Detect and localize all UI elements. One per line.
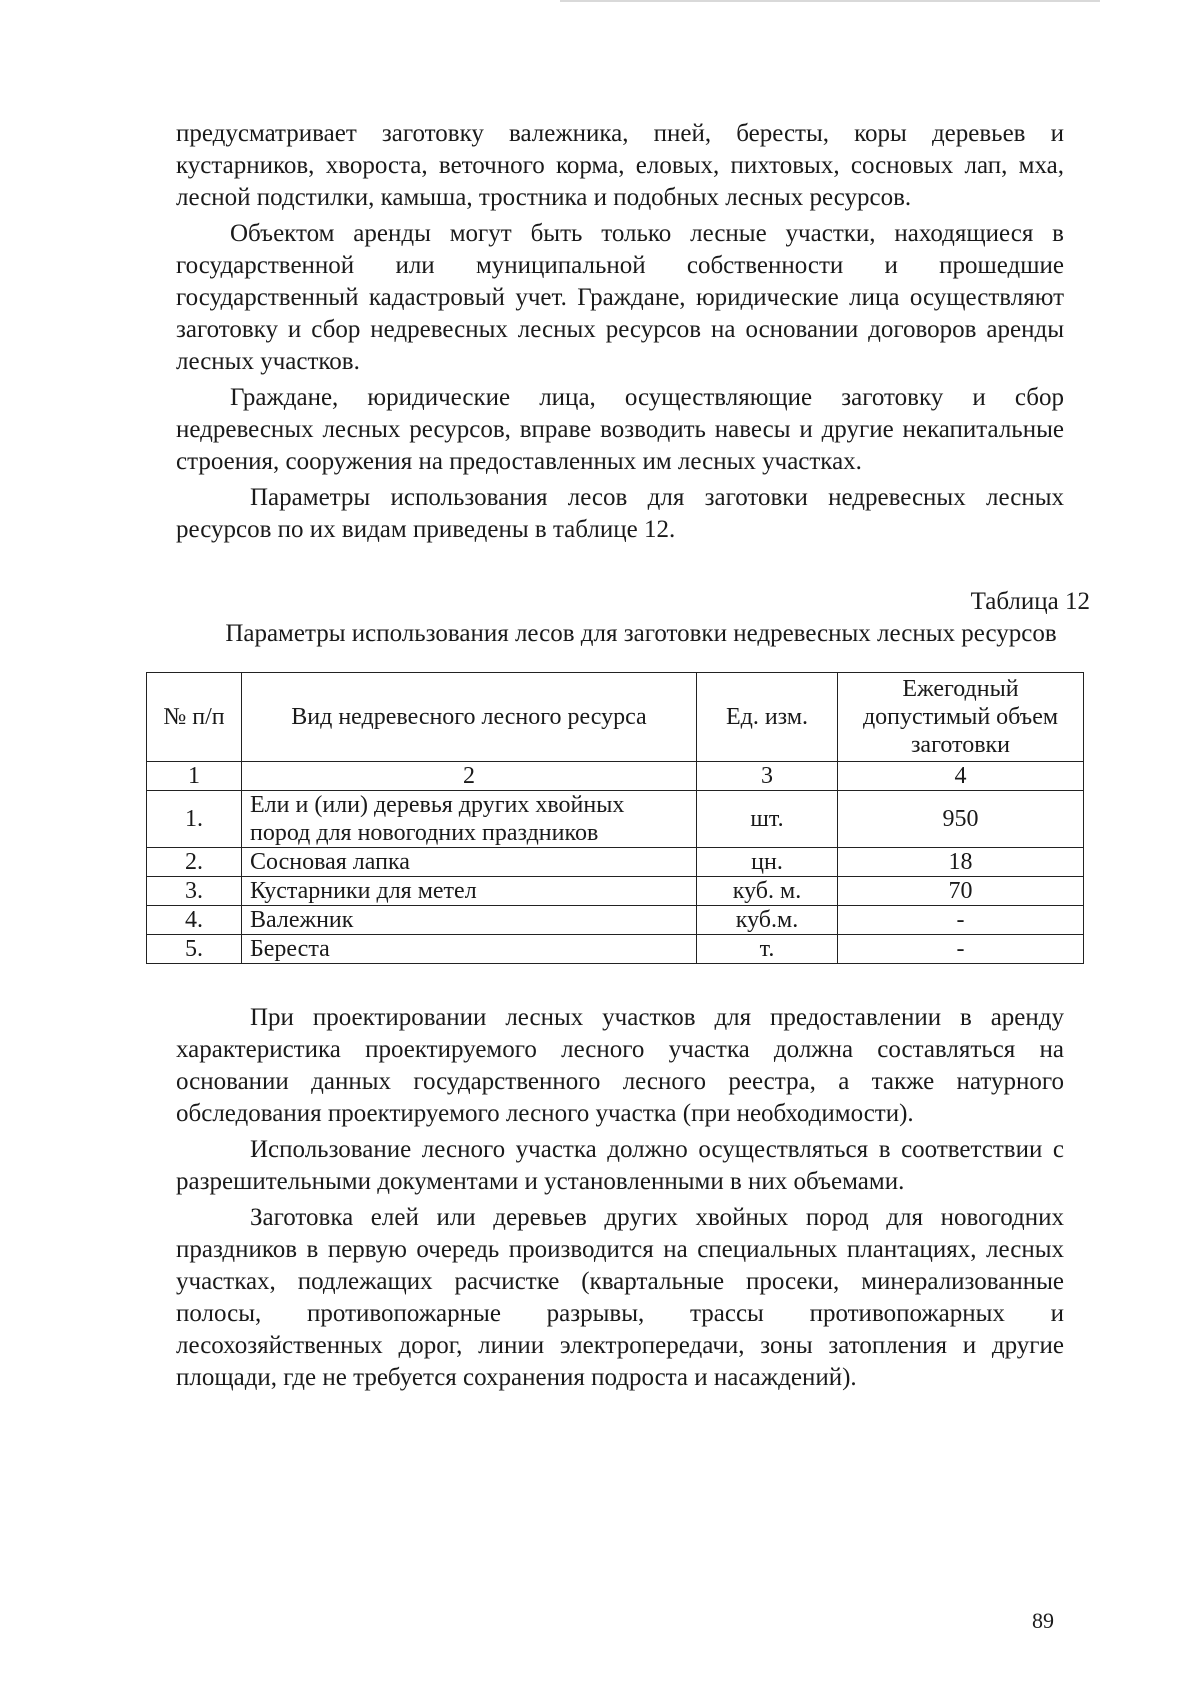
row-number: 1. (147, 791, 242, 848)
table-row (147, 935, 1084, 964)
row-resource-kind: Кустарники для метел (242, 877, 697, 906)
row-volume: - (838, 935, 1084, 964)
row-unit: куб.м. (697, 906, 838, 935)
table-row (147, 791, 1084, 848)
table-header-row (147, 673, 1084, 762)
row-number: 2. (147, 848, 242, 877)
table-container (146, 672, 1084, 964)
column-number: 3 (697, 762, 838, 791)
header-unit: Ед. изм. (697, 673, 838, 762)
paragraph-structures: Граждане, юридические лица, осуществляющие заготовку и сбор недревесных лесных ресурсов, вправе возводить навесы и другие некапитальные строения, сооружения на предоставленных им лесных участках. (176, 384, 1064, 475)
table-row (147, 877, 1084, 906)
row-unit: т. (697, 935, 838, 964)
row-unit: куб. м. (697, 877, 838, 906)
paragraph-table-reference: Параметры использования лесов для заготовки недревесных лесных ресурсов по их видам приведены в таблице 12. (176, 484, 1064, 543)
paragraph-harvesting: Заготовка елей или деревьев других хвойных пород для новогодних праздников в первую очередь производится на специальных плантациях, лесных участках, подлежащих расчистке (квартальные просеки, минерализованные полосы, противопожарные разрывы, трассы противопожарных и лесохозяйственных дорог, линии электропередачи, зоны затопления и другие площади, где не требуется сохранения подроста и насаждений). (176, 1204, 1064, 1391)
paragraph-usage: Использование лесного участка должно осуществляться в соответствии с разрешительными документами и установленными в них объемами. (176, 1136, 1064, 1195)
column-number: 1 (147, 762, 242, 791)
page-number: 89 (1032, 1608, 1054, 1633)
row-resource-kind: Валежник (242, 906, 697, 935)
row-volume: 18 (838, 848, 1084, 877)
column-number: 4 (838, 762, 1084, 791)
row-resource-kind: Ели и (или) деревья других хвойных пород для новогодних праздников (242, 791, 697, 848)
header-annual-volume: Ежегодный допустимый объем заготовки (838, 673, 1084, 762)
table-row (147, 848, 1084, 877)
paragraph-design: При проектировании лесных участков для предоставлении в аренду характеристика проектируемого лесного участка должна составляться на основании данных государственного лесного реестра, а также натурного обследования проектируемого лесного участка (при необходимости). (176, 1004, 1064, 1127)
column-number: 2 (242, 762, 697, 791)
parameters-table (146, 672, 1084, 964)
row-number: 5. (147, 935, 242, 964)
page-body (163, 118, 1090, 1394)
paragraph-continuation: предусматривает заготовку валежника, пней, бересты, коры деревьев и кустарников, хвороста, веточного корма, еловых, пихтовых, сосновых лап, мха, лесной подстилки, камыша, тростника и подобных лесных ресурсов. (176, 120, 1064, 211)
row-resource-kind: Сосновая лапка (242, 848, 697, 877)
row-volume: - (838, 906, 1084, 935)
header-resource-kind: Вид недревесного лесного ресурса (242, 673, 697, 762)
row-unit: цн. (697, 848, 838, 877)
scan-edge-line (560, 0, 1100, 2)
row-unit: шт. (697, 791, 838, 848)
table-number-label: Таблица 12 (970, 588, 1090, 615)
bottom-text (176, 1002, 1064, 1394)
table-title: Параметры использования лесов для заготовки недревесных лесных ресурсов (225, 620, 1057, 647)
row-number: 4. (147, 906, 242, 935)
header-number: № п/п (147, 673, 242, 762)
row-volume: 70 (838, 877, 1084, 906)
table-column-numbers-row (147, 762, 1084, 791)
paragraph-lease-object: Объектом аренды могут быть только лесные участки, находящиеся в государственной или муниципальной собственности и прошедшие государственный кадастровый учет. Граждане, юридические лица осуществляют заготовку и сбор недревесных лесных ресурсов на основании договоров аренды лесных участков. (176, 220, 1064, 375)
row-resource-kind: Береста (242, 935, 697, 964)
row-number: 3. (147, 877, 242, 906)
row-volume: 950 (838, 791, 1084, 848)
table-row (147, 906, 1084, 935)
